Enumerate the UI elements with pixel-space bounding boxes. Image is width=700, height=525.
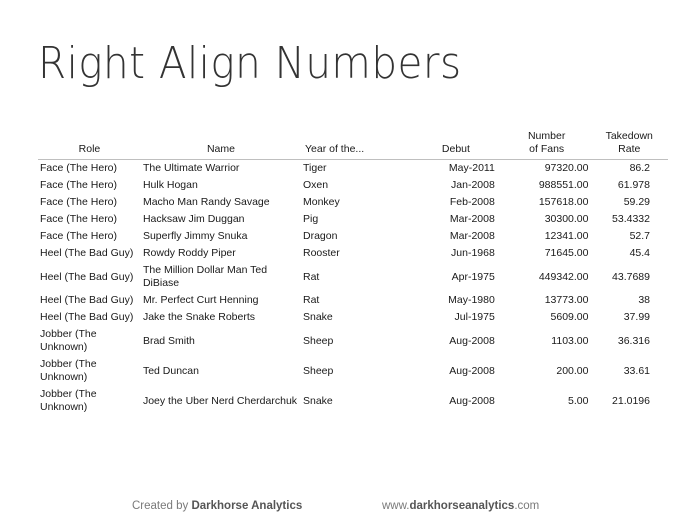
cell-fans: 12341.00: [544, 230, 589, 242]
cell-name: Joey the Uber Nerd Cherdarchuk: [142, 394, 298, 407]
footer-credit-brand: Darkhorse Analytics: [191, 500, 303, 512]
cell-role: Face (The Hero): [40, 196, 118, 208]
cell-fans: 988551.00: [538, 179, 589, 191]
cell-rate: 59.29: [623, 196, 650, 208]
cell-debut: Jul-1975: [454, 311, 495, 323]
cell-year: Monkey: [303, 196, 340, 208]
table-row: [38, 292, 668, 309]
header-year: Year of the...: [301, 130, 409, 160]
header-debut: Debut: [409, 130, 503, 160]
footer-url-prefix: www.: [382, 500, 410, 512]
cell-name: Brad Smith: [142, 334, 195, 347]
table-row: [38, 309, 668, 326]
header-role: Role: [38, 130, 141, 160]
cell-debut: Jan-2008: [451, 179, 495, 191]
cell-debut: Mar-2008: [449, 230, 495, 242]
table-body: [38, 160, 668, 417]
cell-debut: Mar-2008: [449, 213, 495, 225]
table-header: [38, 130, 668, 160]
footer-credit: [132, 500, 302, 512]
cell-debut: Aug-2008: [449, 364, 495, 377]
cell-year: Snake: [303, 394, 333, 407]
cell-year: Sheep: [303, 364, 334, 377]
table-row: [38, 228, 668, 245]
cell-fans: 13773.00: [544, 294, 589, 306]
cell-fans: 71645.00: [544, 247, 589, 259]
cell-year: Snake: [303, 311, 333, 323]
header-rate-line1: Takedown: [605, 130, 653, 142]
cell-debut: Apr-1975: [451, 270, 495, 283]
cell-fans: 157618.00: [538, 196, 589, 208]
cell-year: Sheep: [303, 334, 334, 347]
cell-year: Dragon: [303, 230, 338, 242]
cell-debut: Jun-1968: [451, 247, 495, 259]
cell-fans: 449342.00: [538, 270, 589, 283]
table-row: [38, 356, 668, 386]
footer-url-suffix: .com: [514, 500, 540, 512]
cell-rate: 33.61: [623, 364, 650, 377]
cell-rate: 52.7: [629, 230, 650, 242]
cell-role: Heel (The Bad Guy): [40, 247, 134, 259]
table-row: [38, 262, 668, 292]
cell-rate: 86.2: [629, 162, 650, 174]
header-name: Name: [141, 130, 301, 160]
cell-name: Jake the Snake Roberts: [142, 311, 256, 323]
cell-fans: 30300.00: [544, 213, 589, 225]
cell-debut: May-1980: [448, 294, 495, 306]
footer-credit-prefix: Created by: [132, 500, 192, 512]
cell-debut: Aug-2008: [449, 394, 495, 407]
cell-debut: May-2011: [448, 162, 495, 174]
table-row: [38, 194, 668, 211]
cell-rate: 21.0196: [612, 394, 650, 407]
cell-year: Rat: [303, 294, 320, 306]
cell-year: Pig: [303, 213, 319, 225]
cell-role: Face (The Hero): [40, 230, 118, 242]
cell-year: Tiger: [303, 162, 327, 174]
cell-rate: 37.99: [623, 311, 650, 323]
cell-rate: 36.316: [617, 334, 650, 347]
cell-name: Mr. Perfect Curt Henning: [142, 294, 259, 306]
cell-fans: 97320.00: [544, 162, 589, 174]
footer-url-brand: darkhorseanalytics: [409, 500, 515, 512]
cell-rate: 38: [638, 294, 650, 306]
header-row: [38, 130, 668, 160]
header-rate-line2: Rate: [618, 143, 641, 155]
footer-url: [382, 500, 539, 512]
cell-name: Ted Duncan: [142, 364, 199, 377]
table-row: [38, 211, 668, 228]
header-fans-line1: Number: [527, 130, 566, 142]
cell-name: Rowdy Roddy Piper: [142, 247, 236, 259]
cell-fans: 200.00: [556, 364, 589, 377]
table-row: [38, 177, 668, 194]
cell-rate: 45.4: [629, 247, 650, 259]
header-fans-line2: of Fans: [529, 143, 565, 155]
table-row: [38, 386, 668, 416]
cell-year: Rat: [303, 270, 320, 283]
table-row: [38, 326, 668, 356]
table-row: [38, 245, 668, 262]
cell-role: Heel (The Bad Guy): [40, 270, 134, 283]
cell-name: Hacksaw Jim Duggan: [142, 213, 245, 225]
cell-fans: 5609.00: [550, 311, 589, 323]
cell-fans: 5.00: [568, 394, 589, 407]
cell-fans: 1103.00: [551, 334, 589, 347]
data-table-container: [38, 130, 668, 416]
cell-year: Oxen: [303, 179, 329, 191]
cell-debut: Feb-2008: [449, 196, 495, 208]
cell-name: Hulk Hogan: [142, 179, 198, 191]
cell-debut: Aug-2008: [449, 334, 495, 347]
wrestler-table: [38, 130, 668, 416]
cell-name: The Million Dollar Man Ted DiBiase: [142, 264, 268, 289]
cell-role: Heel (The Bad Guy): [40, 294, 134, 306]
cell-year: Rooster: [303, 247, 340, 259]
cell-role: Jobber (The Unknown): [40, 358, 97, 383]
cell-role: Face (The Hero): [40, 162, 118, 174]
cell-role: Heel (The Bad Guy): [40, 311, 134, 323]
page-title: Right Align Numbers: [38, 38, 462, 89]
cell-rate: 53.4332: [612, 213, 650, 225]
cell-name: The Ultimate Warrior: [142, 162, 240, 174]
cell-rate: 61.978: [617, 179, 650, 191]
cell-name: Macho Man Randy Savage: [142, 196, 270, 208]
cell-role: Jobber (The Unknown): [40, 328, 97, 353]
cell-role: Jobber (The Unknown): [40, 388, 97, 413]
cell-role: Face (The Hero): [40, 213, 118, 225]
cell-role: Face (The Hero): [40, 179, 118, 191]
header-fans: [503, 130, 591, 160]
cell-name: Superfly Jimmy Snuka: [142, 230, 248, 242]
cell-rate: 43.7689: [612, 270, 650, 283]
table-row: [38, 160, 668, 178]
header-rate: [590, 130, 668, 160]
